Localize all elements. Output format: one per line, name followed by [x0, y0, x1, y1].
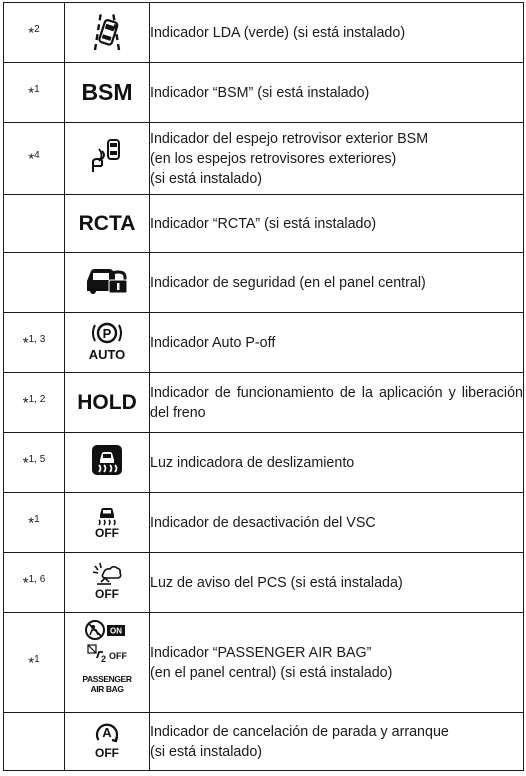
footnote-number: 2 [34, 23, 40, 35]
svg-text:2: 2 [101, 654, 107, 664]
description-text: (en los espejos retrovisores exteriores) [150, 150, 397, 167]
pcs-warning-icon [89, 560, 125, 600]
security-icon [85, 265, 129, 295]
icon-cell [65, 713, 150, 771]
table-row [4, 613, 524, 713]
table-row [4, 313, 524, 373]
svg-text:P: P [102, 326, 112, 341]
footnote-number: 1, 6 [28, 573, 46, 585]
note-cell [4, 3, 65, 63]
description-text: Indicador LDA (verde) (si está instalado) [150, 24, 406, 41]
table-row [4, 553, 524, 613]
footnote-star: * [22, 454, 29, 472]
table-row [4, 373, 524, 433]
description-cell [150, 195, 524, 253]
footnote-star: * [28, 24, 35, 42]
passenger-airbag-icon [77, 616, 137, 704]
auto-p-off-icon [85, 319, 129, 361]
description-cell [150, 613, 524, 713]
description-text: Indicador de funcionamiento de la aplicación y liberación del freno [150, 384, 523, 421]
description-text: Indicador de seguridad (en el panel central) [150, 274, 426, 291]
bsm-icon: BSM [81, 79, 133, 105]
bsm-mirror-icon [89, 138, 125, 174]
table-row [4, 195, 524, 253]
description-cell [150, 253, 524, 313]
description-cell [150, 3, 524, 63]
note-cell [4, 63, 65, 123]
table-row [4, 63, 524, 123]
description-cell [150, 713, 524, 771]
note-cell [4, 613, 65, 713]
description-text: (si está instalado) [150, 743, 263, 760]
icon-cell [65, 253, 150, 313]
svg-text:AUTO: AUTO [88, 347, 126, 361]
description-cell [150, 433, 524, 493]
footnote-star: * [28, 514, 35, 532]
description-text: Indicador “PASSENGER AIR BAG” [150, 644, 372, 661]
description-cell [150, 373, 524, 433]
vsc-off-icon [90, 501, 124, 539]
icon-cell [65, 613, 150, 713]
footnote-number: 1 [34, 513, 40, 525]
table-row [4, 123, 524, 195]
description-cell [150, 63, 524, 123]
description-text: Indicador Auto P-off [150, 334, 276, 351]
footnote-star: * [22, 574, 29, 592]
description-cell [150, 123, 524, 195]
note-cell [4, 195, 65, 253]
svg-text:AIR BAG: AIR BAG [90, 684, 124, 694]
icon-cell [65, 313, 150, 373]
hold-icon: HOLD [77, 390, 137, 414]
icon-cell [65, 553, 150, 613]
icon-cell [65, 195, 150, 253]
note-cell [4, 553, 65, 613]
footnote-number: 1, 2 [28, 393, 46, 405]
description-cell [150, 493, 524, 553]
svg-text:OFF: OFF [109, 651, 127, 661]
description-text: Indicador de cancelación de parada y arranque [150, 723, 449, 740]
stop-start-cancel-icon [90, 718, 124, 760]
footnote-number: 1, 3 [28, 333, 46, 345]
note-cell [4, 123, 65, 195]
indicator-table [3, 2, 524, 771]
svg-text:OFF: OFF [95, 746, 119, 760]
icon-cell [65, 63, 150, 123]
svg-text:OFF: OFF [95, 587, 119, 600]
rcta-icon: RCTA [78, 211, 136, 235]
slip-indicator-icon [91, 444, 123, 476]
lda-icon [87, 8, 127, 52]
note-cell [4, 253, 65, 313]
note-cell [4, 313, 65, 373]
note-cell [4, 493, 65, 553]
footnote-number: 1 [34, 83, 40, 95]
svg-text:ON: ON [110, 626, 122, 636]
description-text: (si está instalado) [150, 170, 263, 187]
icon-cell [65, 3, 150, 63]
icon-cell [65, 373, 150, 433]
note-cell [4, 433, 65, 493]
svg-text:A: A [102, 725, 112, 740]
footnote-number: 4 [34, 149, 40, 161]
svg-text:PASSENGER: PASSENGER [82, 674, 132, 684]
icon-cell [65, 493, 150, 553]
icon-cell [65, 123, 150, 195]
description-cell [150, 313, 524, 373]
description-text: Indicador “RCTA” (si está instalado) [150, 215, 377, 232]
description-cell [150, 553, 524, 613]
description-text: Indicador “BSM” (si está instalado) [150, 84, 370, 101]
description-text: Luz de aviso del PCS (si está instalada) [150, 574, 403, 591]
table-row [4, 433, 524, 493]
footnote-number: 1 [34, 653, 40, 665]
table-row [4, 493, 524, 553]
footnote-number: 1, 5 [28, 453, 46, 465]
svg-text:OFF: OFF [95, 526, 119, 539]
footnote-star: * [22, 334, 29, 352]
table-row [4, 3, 524, 63]
note-cell [4, 713, 65, 771]
description-text: Indicador de desactivación del VSC [150, 514, 376, 531]
icon-cell [65, 433, 150, 493]
footnote-star: * [28, 150, 35, 168]
footnote-star: * [28, 84, 35, 102]
table-row [4, 713, 524, 771]
description-text: Indicador del espejo retrovisor exterior BSM [150, 130, 429, 147]
note-cell [4, 373, 65, 433]
table-row [4, 253, 524, 313]
description-text: (en el panel central) (si está instalado) [150, 664, 393, 681]
footnote-star: * [28, 654, 35, 672]
footnote-star: * [22, 394, 29, 412]
description-text: Luz indicadora de deslizamiento [150, 454, 355, 471]
